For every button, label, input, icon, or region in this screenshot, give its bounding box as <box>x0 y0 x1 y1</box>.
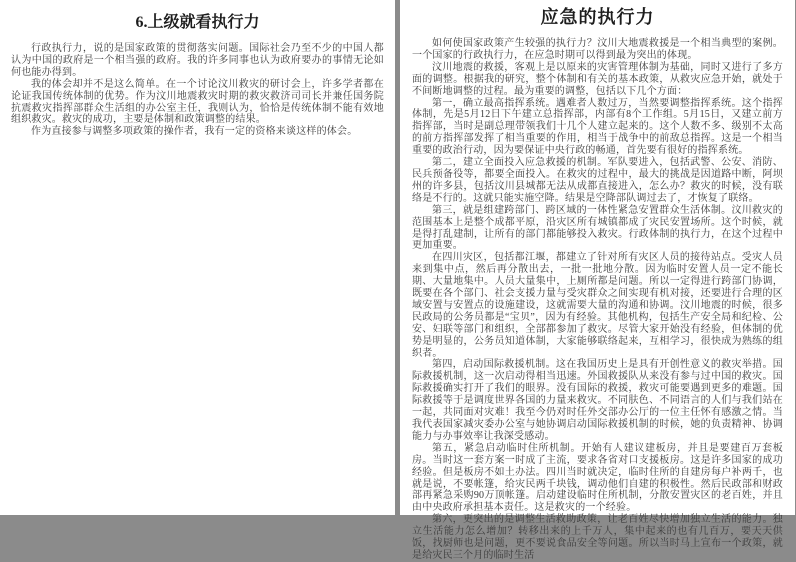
paragraph: 我的体会却并不是这么简单。在一个讨论汶川救灾的研讨会上，许多学者都在论证我国传统体制的优势。作为汶川地震救灾时期的救灾救济司司长并兼任国务院抗震救灾指挥部群众生活组的办公室主任，我则认为，恰恰是传统体制不能有效地组织救灾。救灾的成功，主要是体制和政策调整的结果。 <box>11 78 384 126</box>
left-page-body <box>11 43 384 138</box>
right-page-body <box>412 38 783 562</box>
paragraph: 第一，确立最高指挥系统。遇难者人数过万，当然要调整指挥系统。这个指挥体制，先是5月12日下午建立总指挥部，内部有8个工作组。5月15日，又建立前方指挥部，当时是副总理带领我们十几个人建立起来的。这个人数不多、级别不太高的前方指挥部发挥了相当重要的作用，相当于战争中的前敌总指挥。这是一个相当重要的政治行动，因为要保证中央行政的畅通，首先要有很好的指挥系统。 <box>412 97 783 157</box>
paragraph: 第四，启动国际救援机制。这在我国历史上是具有开创性意义的救灾举措。国际救援机制，这一次启动得相当迅速。外国救援队从来没有参与过中国的救灾。国际救援确实打开了我们的眼界。没有国际的救援，救灾可能要遇到更多的难题。国际救援等于是调度世界各国的力量来救灾。不同肤色、不同语言的人们与我们站在一起，共同面对灾难！我至今仍对时任外交部办公厅的一位主任怀有感激之情。当我代表国家减灾委办公室与她协调启动国际救援机制的时候，她的负责精神、协调能力与办事效率让我深受感动。 <box>412 359 783 442</box>
right-page <box>400 0 795 561</box>
paragraph: 如何使国家政策产生较强的执行力？汶川大地震救援是一个相当典型的案例。一个国家的行政执行力，在应急时期可以得到最为突出的体现。 <box>412 38 783 61</box>
paragraph: 行政执行力，说的是国家政策的贯彻落实问题。国际社会乃至不少的中国人都认为中国的政府是一个相当强的政府。我的许多同事也认为政府要办的事情无论如何也能办得到。 <box>11 43 384 78</box>
paragraph: 在四川灾区，包括都江堰，都建立了针对所有灾区人员的接待站点。受灾人员来到集中点，然后再分散出去，一批一批地分散。因为临时安置人员一定不能长期、大量地集中。人员大量集中，上厕所都是问题。所以一定得进行跨部门协调，既要在各个部门、社会支援力量与受灾群众之间实现有机对接，还要进行合理的区域安置与安置点的设施建设，这就需要大量的沟通和协调。汶川地震的时候，很多民政局的公务员都是“宝贝”，因为有经验。其他机构，包括生产安全局和纪检、公安、妇联等部门和组织，全部都参加了救灾。尽管大家开始没有经验，但体制的优势是明显的，公务员知道体制，大家能够联络起来，互相学习，很快成为熟练的组织者。 <box>412 252 783 359</box>
paragraph: 汶川地震的救援，客观上是以原来的灾害管理体制为基础，同时又进行了多方面的调整。根据我的研究，整个体制和有关的基本政策，从救灾应急开始，就处于不间断地调整的过程。最为重要的调整，包括以下几个方面： <box>412 61 783 97</box>
paragraph: 作为直接参与调整多项政策的操作者，我有一定的资格来谈这样的体会。 <box>31 126 358 138</box>
paragraph: 第六，更突出的是调整生活救助政策，让老百姓尽快增加独立生活的能力。独立生活能力怎么增加？转移出来的上千万人，集中起来的也有几百万，要天天供饭，找厨师也是问题，更不要说食品安全等问题。所以当时马上宣布一个政策，就是给灾民三个月的临时生活 <box>412 514 783 561</box>
left-page <box>0 0 395 515</box>
paragraph: 第五，紧急启动临时住所机制。开始有人建议建板房，并且是要建百万套板房。当时这一套方案一时成了主流，要求各省对口支援板房。这是许多国家的成功经验。但是板房不如土办法。四川当时就决定，临时住所的自建房每户补两千，也就是说，不要帐篷，给灾民两千块钱，调动他们自建的积极性。然后民政部和财政部再紧急采购90万顶帐篷。启动建设临时住所机制，分散安置灾区的老百姓，并且由中央政府承担基本责任。这是救灾的一个经验。 <box>412 442 783 514</box>
left-page-title: 6.上级就看执行力 <box>135 14 260 31</box>
paragraph: 第二，建立全面投入应急救援的机制。军队要进入，包括武警、公安、消防、民兵预备役等，都要全面投入。在救灾的过程中，最大的挑战是因道路中断，阿坝州的许多县，包括汶川县城都无法从成都直接进入，怎么办？救灾的时候，没有联络是不行的。这就只能实施空降。结果是空降部队调过去了，才恢复了联络。 <box>412 157 783 204</box>
paragraph: 第三，就是组建跨部门、跨区域的一体性紧急安置群众生活体制。汶川救灾的范围基本上是整个成都平原，沿灾区所有城镇都成了灾民安置场所。这个时候，就是得打乱建制，让所有的部门都能够投入救灾。行政体制的执行力，在这个过程中更加重要。 <box>412 204 783 252</box>
right-page-title: 应急的执行力 <box>540 7 655 27</box>
